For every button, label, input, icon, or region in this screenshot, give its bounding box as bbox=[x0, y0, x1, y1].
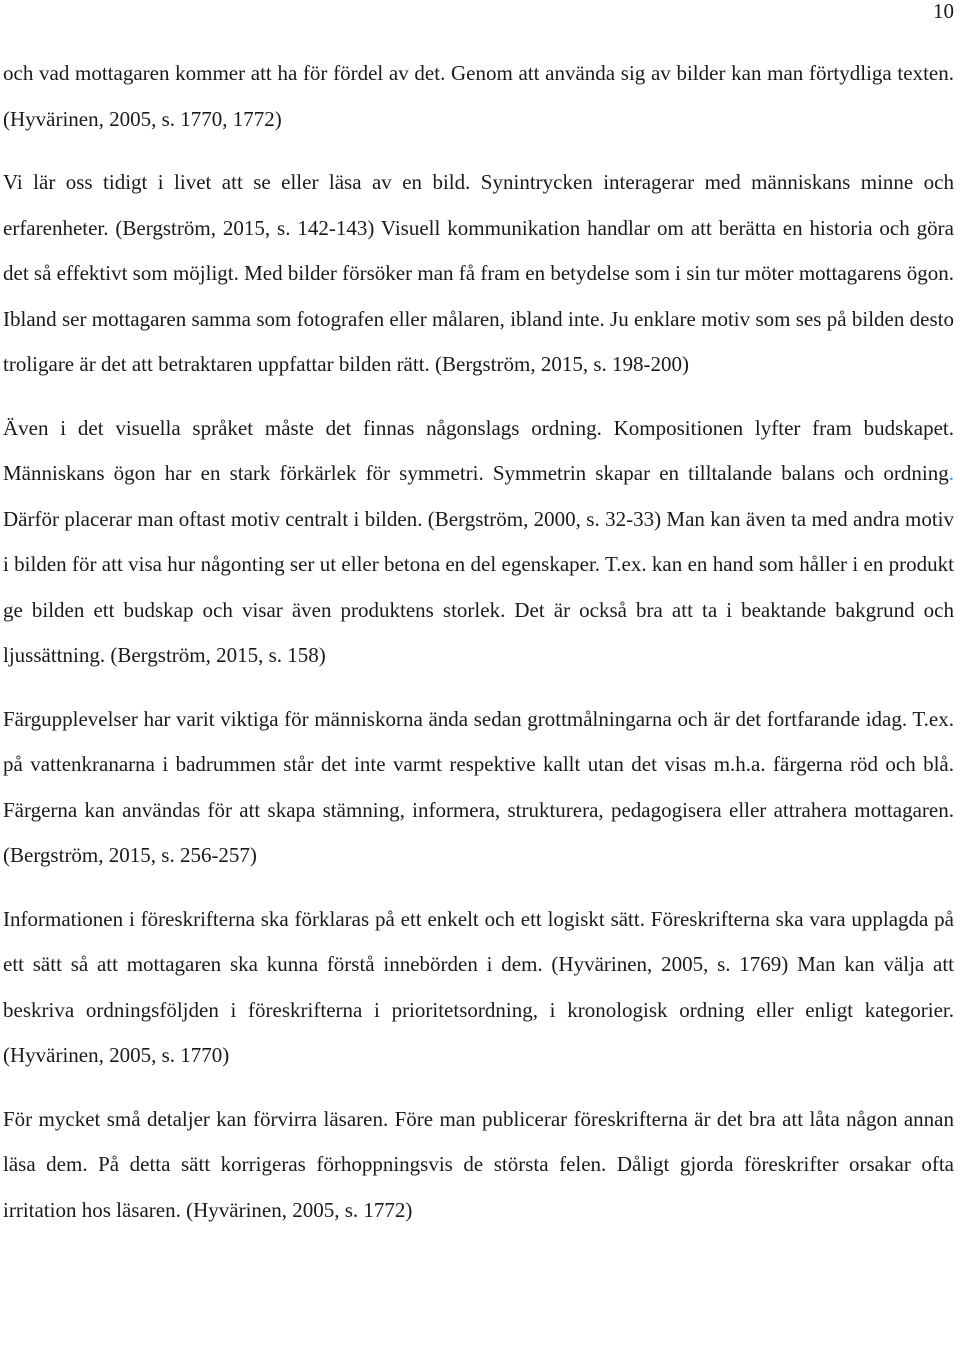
paragraph-1: och vad mottagaren kommer att ha för fördel av det. Genom att använda sig av bilder kan man förtydliga texten. (Hyvärinen, 2005, s. 1770, 1772) bbox=[3, 61, 954, 131]
paragraph-4: Färgupplevelser har varit viktiga för människorna ända sedan grottmålningarna och är det fortfarande idag. T.ex. på vattenkranarna i badrummen står det inte varmt respektive kallt utan det visas m.h.a. färgerna röd och blå. Färgerna kan användas för att skapa stämning, informera, strukturera, pedagogisera eller attrahera mottagaren. (Bergström, 2015, s. 256-257) bbox=[3, 706, 954, 867]
highlighted-period: . bbox=[948, 461, 954, 485]
paragraph-3-part1: Även i det visuella språket måste det finnas någonslags ordning. Kompositionen lyfter fram budskapet. Människans ögon har en stark förkärlek för symmetri. Symmetrin skapar en tilltalande balans och ordning bbox=[3, 415, 954, 485]
paragraph-5: Informationen i föreskrifterna ska förklaras på ett enkelt och ett logiskt sätt. Föreskrifterna ska vara upplagda på ett sätt så att mottagaren ska kunna förstå innebörden i dem. (Hyvärinen, 2005, s. 1769) Man kan välja att beskriva ordningsföljden i föreskrifterna i prioritetsordning, i kronologisk ordning eller enligt kategorier. (Hyvärinen, 2005, s. 1770) bbox=[3, 906, 954, 1067]
document-body bbox=[3, 51, 954, 1233]
paragraph-6: För mycket små detaljer kan förvirra läsaren. Före man publicerar föreskrifterna är det bra att låta någon annan läsa dem. På detta sätt korrigeras förhoppningsvis de största felen. Dåligt gjorda föreskrifter orsakar ofta irritation hos läsaren. (Hyvärinen, 2005, s. 1772) bbox=[3, 1106, 954, 1222]
paragraph-3-part2: Därför placerar man oftast motiv centralt i bilden. (Bergström, 2000, s. 32-33) Man kan även ta med andra motiv i bilden för att visa hur någonting ser ut eller betona en del egenskaper. T.ex. kan en hand som håller i en produkt ge bilden ett budskap och visar även produktens storlek. Det är också bra att ta i beaktande bakgrund och ljussättning. (Bergström, 2015, s. 158) bbox=[3, 506, 954, 667]
page-number: 10 bbox=[933, 0, 954, 23]
paragraph-3 bbox=[3, 406, 954, 679]
paragraph-2: Vi lär oss tidigt i livet att se eller läsa av en bild. Synintrycken interagerar med människans minne och erfarenheter. (Bergström, 2015, s. 142-143) Visuell kommunikation handlar om att berätta en historia och göra det så effektivt som möjligt. Med bilder försöker man få fram en betydelse som i sin tur möter mottagarens ögon. Ibland ser mottagaren samma som fotografen eller målaren, ibland inte. Ju enklare motiv som ses på bilden desto troligare är det att betraktaren uppfattar bilden rätt. (Bergström, 2015, s. 198-200) bbox=[3, 170, 954, 376]
